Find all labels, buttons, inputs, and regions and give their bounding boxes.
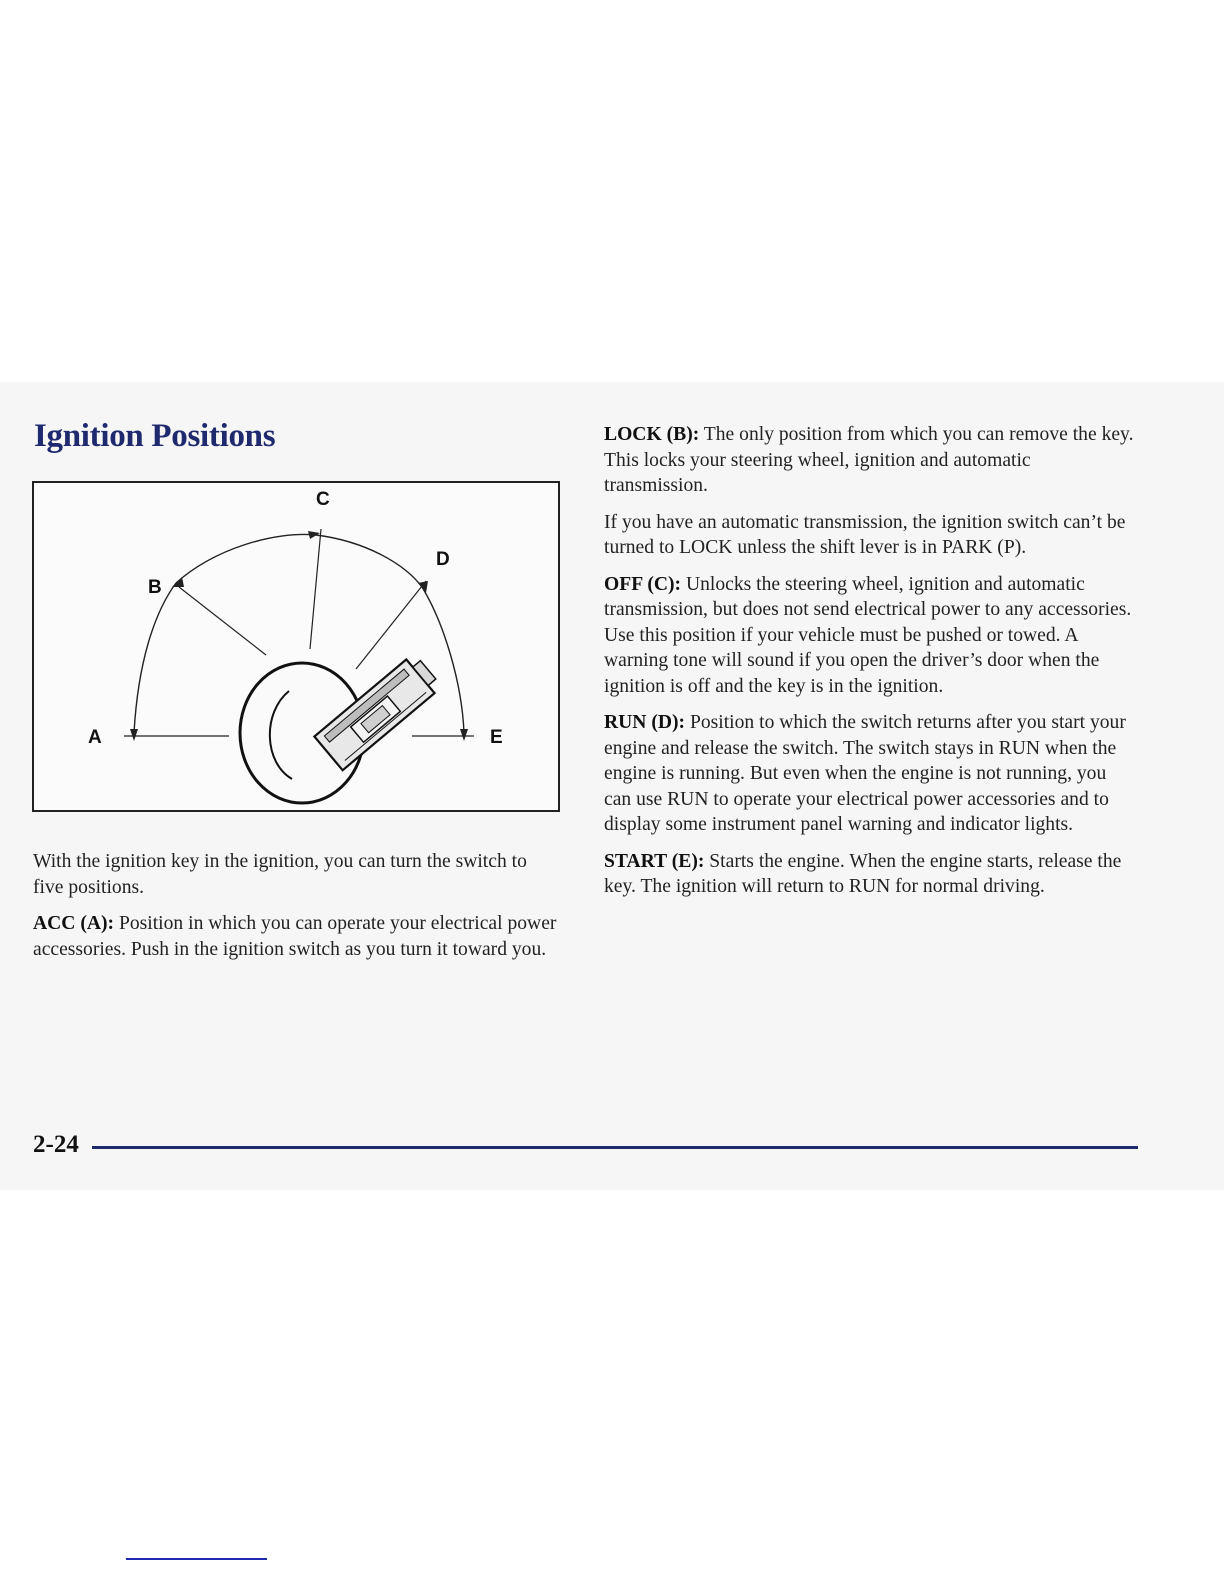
label-a: A [88, 727, 102, 748]
arrow-e [460, 729, 468, 741]
arrow-d [418, 581, 428, 593]
line-d [356, 581, 426, 669]
line-c [310, 529, 321, 649]
start-text: Starts the engine. When the engine starts, release the key. The ignition will return to RUN for normal driving. [604, 850, 1122, 897]
intro-paragraph: With the ignition key in the ignition, you can turn the switch to five positions. [33, 851, 527, 898]
label-d: D [436, 549, 450, 570]
page-number: 2-24 [33, 1131, 79, 1158]
off-term: OFF (C): [604, 573, 682, 595]
bottom-link-underline[interactable] [126, 1558, 267, 1560]
left-column [33, 849, 558, 973]
arc-c-d [316, 535, 422, 587]
run-term: RUN (D): [604, 712, 686, 733]
start-term: START (E): [604, 850, 705, 872]
start-paragraph [604, 849, 1136, 900]
line-b [179, 587, 266, 655]
footer-rule [92, 1146, 1138, 1149]
acc-text: Position in which you can operate your electrical power accessories. Push in the ignition switch as you turn it toward you. [33, 913, 557, 960]
label-c: C [316, 489, 330, 510]
lock-paragraph [604, 422, 1136, 499]
lock-text: The only position from which you can remove the key. This locks your steering wheel, ignition and automatic transmission. [604, 424, 1134, 496]
page-title: Ignition Positions [34, 418, 276, 454]
arc-a-b [134, 583, 176, 733]
lock-term: LOCK (B): [604, 424, 700, 445]
arrow-a [130, 729, 138, 741]
arc-d-e [422, 587, 464, 733]
run-paragraph [604, 710, 1136, 838]
ignition-diagram-drawing [34, 483, 558, 810]
run-text: Position to which the switch returns after you start your engine and release the switch. The switch stays in RUN when the engine is running. But even when the engine is not running, you can use RUN to operate your electrical power accessories and to display some instrument panel warning and indicator lights. [604, 712, 1126, 835]
ignition-diagram [32, 481, 560, 812]
lock-note-paragraph: If you have an automatic transmission, the ignition switch can’t be turned to LOCK unless the shift lever is in PARK (P). [604, 511, 1126, 558]
label-b: B [148, 577, 162, 598]
arc-b-c [176, 534, 316, 583]
acc-term: ACC (A): [33, 913, 115, 934]
arrow-b [172, 577, 184, 587]
off-text: Unlocks the steering wheel, ignition and automatic transmission, but does not send electrical power to any accessories. Use this position if your vehicle must be pushed or towed. A warning tone will sound if you open the driver’s door when the ignition is off and the key is in the ignition. [604, 573, 1132, 697]
right-column [604, 422, 1136, 911]
acc-paragraph [33, 911, 558, 962]
label-e: E [490, 727, 503, 748]
off-paragraph [604, 572, 1136, 700]
